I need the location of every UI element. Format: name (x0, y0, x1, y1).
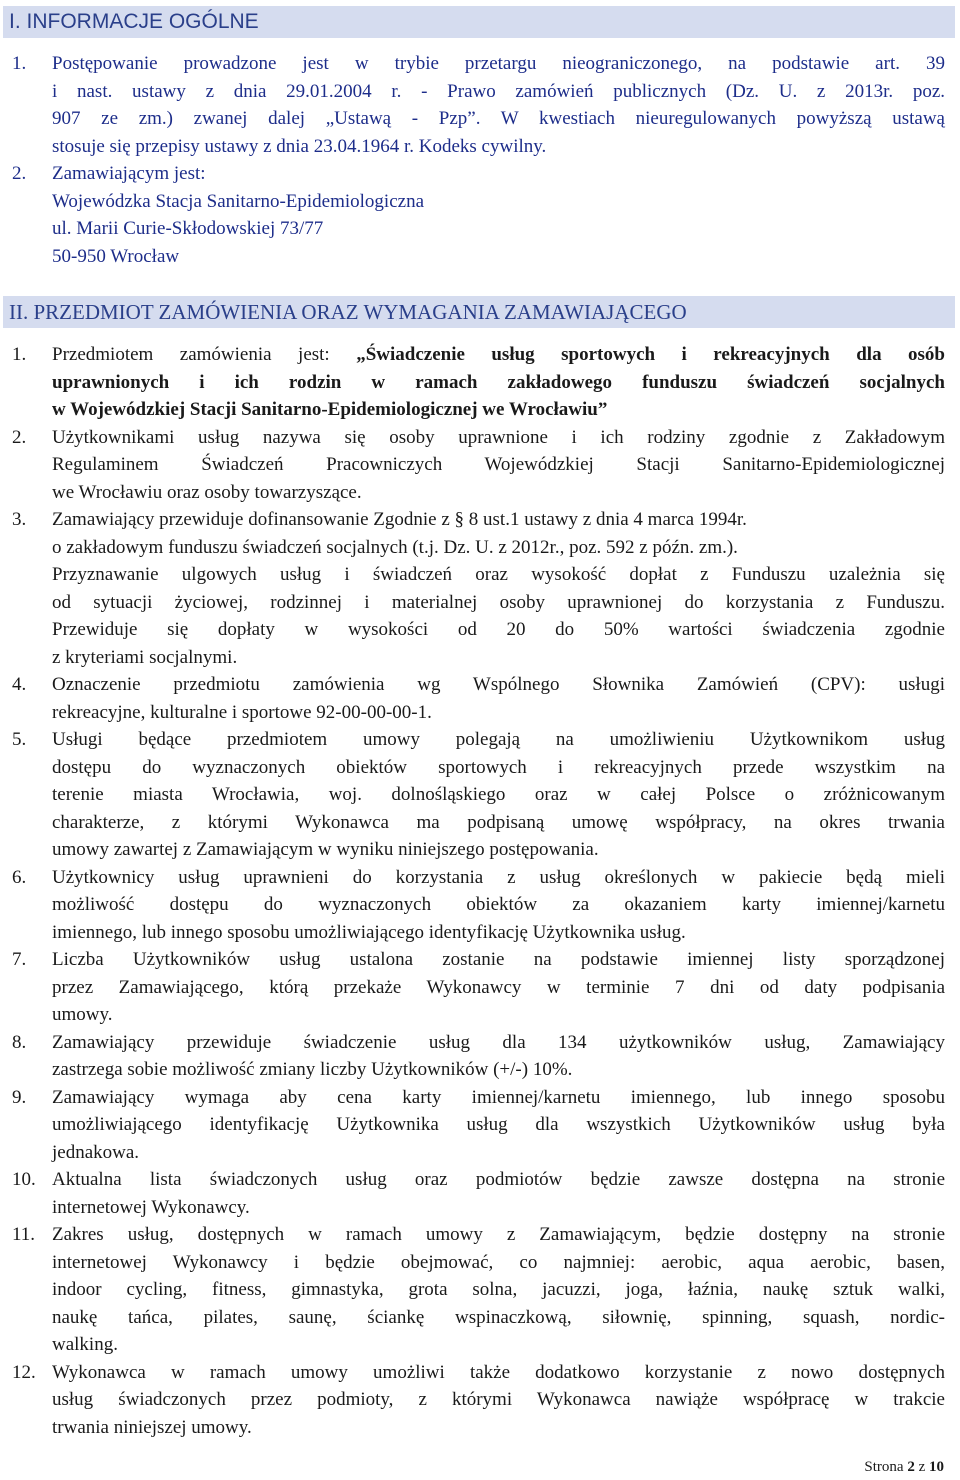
text-line: zastrzega sobie możliwość zmiany liczby Użytkowników (+/-) 10%. (52, 1059, 573, 1080)
footer-total-pages: 10 (929, 1459, 944, 1475)
list-item (12, 1359, 945, 1442)
list-item (12, 160, 945, 270)
text-line: umowy zawartej z Zamawiającym w wyniku niniejszego postępowania. (52, 839, 599, 860)
text-line: Przyznawanie ulgowych usług i świadczeń oraz wysokość dopłat z Funduszu uzależnia się (52, 564, 945, 585)
list-item (12, 1166, 945, 1221)
text-line: Zakres usług, dostępnych w ramach umowy z Zamawiającym, będzie dostępny na stronie (52, 1224, 945, 1245)
text-line: Przewiduje się dopłaty w wysokości od 20 do 50% wartości świadczenia zgodnie (52, 619, 945, 640)
text-line: charakterze, z którymi Wykonawca ma podpisaną umowę współpracy, na okres trwania (52, 811, 945, 833)
item-number: 11. (12, 1224, 36, 1245)
text-line: usług świadczonych przez podmioty, z którymi Wykonawca nawiąże współpracę w trakcie (52, 1389, 945, 1410)
text-line: internetowej Wykonawcy i będzie obejmować, co najmniej: aerobic, aqua aerobic, basen, (52, 1251, 945, 1273)
text-line: Użytkownicy usług uprawnieni do korzystania z usług określonych w pakiecie będą mieli (52, 866, 945, 888)
list-item (12, 1221, 945, 1359)
list-item (12, 671, 945, 726)
order-subject: „Świadczenie usług sportowych i rekreacyjnych dla osób (356, 344, 945, 365)
text-line: możliwość dostępu do wyznaczonych obiektów za okazaniem karty imiennej/karnetu (52, 894, 945, 915)
text-line: Aktualna lista świadczonych usług oraz podmiotów będzie zawsze dostępna na stronie (52, 1169, 945, 1190)
list-item (12, 506, 945, 671)
list-item (12, 50, 945, 160)
text-line: z kryteriami socjalnymi. (52, 646, 238, 668)
text-line: uprawnionych i ich rodzin w ramach zakładowego funduszu świadczeń socjalnych (52, 371, 945, 393)
text-line: Zamawiającym jest: (52, 163, 206, 184)
section-title: II. PRZEDMIOT ZAMÓWIENIA ORAZ WYMAGANIA ZAMAWIAJĄCEGO (9, 300, 687, 324)
text-line: trwania niniejszej umowy. (52, 1416, 252, 1438)
text-line: dostępu do wyznaczonych obiektów sportowych i rekreacyjnych przede wszystkim na (52, 756, 945, 778)
text-line: Regulaminem Świadczeń Pracowniczych Wojewódzkiej Stacji Sanitarno-Epidemiologicznej (52, 454, 945, 475)
text-line: terenie miasta Wrocławia, woj. dolnośląskiego oraz w całej Polsce o zróżnicowanym (52, 784, 945, 805)
section-title: I. INFORMACJE OGÓLNE (9, 10, 259, 33)
text-line: umożliwiającego identyfikację Użytkownika usług dla wszystkich Użytkowników usług była (52, 1114, 945, 1135)
footer-label: Strona (864, 1459, 904, 1475)
item-number: 6. (12, 866, 27, 888)
item-number: 2. (12, 426, 27, 448)
item-number: 8. (12, 1031, 27, 1053)
item-number: 12. (12, 1361, 36, 1383)
section-heading-subject (3, 296, 955, 328)
text-line: we Wrocławiu oraz osoby towarzyszące. (52, 481, 362, 503)
section-heading-general (3, 6, 955, 38)
text-line: Wykonawca w ramach umowy umożliwi także dodatkowo korzystanie z nowo dostępnych (52, 1361, 945, 1383)
list-item (12, 1084, 945, 1167)
text-line: imiennego, lub innego sposobu umożliwiającego identyfikację Użytkownika usług. (52, 921, 686, 943)
item-number: 1. (12, 53, 27, 74)
text-line: Liczba Użytkowników usług ustalona zostanie na podstawie imiennej listy sporządzonej (52, 949, 945, 970)
item-number: 9. (12, 1086, 27, 1108)
text-line: Przedmiotem zamówienia jest: „Świadczenie usług sportowych i rekreacyjnych dla osób (52, 344, 945, 365)
text-line: Zamawiający wymaga aby cena karty imiennej/karnetu imiennego, lub innego sposobu (52, 1086, 945, 1108)
text-line: w Wojewódzkiej Stacji Sanitarno-Epidemiologicznej we Wrocławiu” (52, 399, 608, 420)
item-number: 10. (12, 1169, 36, 1190)
text-line: jednakowa. (52, 1141, 140, 1163)
contracting-authority-city: 50-950 Wrocław (52, 245, 180, 267)
text-line: Zamawiający przewiduje świadczenie usług dla 134 użytkowników usług, Zamawiający (52, 1031, 945, 1053)
text-line: od sytuacji życiowej, rodzinnej i materialnej osoby uprawnionej do korzystania z Funduszu. (52, 591, 945, 613)
list-item (12, 864, 945, 947)
text-line: Postępowanie prowadzone jest w trybie przetargu nieograniczonego, na podstawie art. 39 (52, 53, 945, 74)
text-line: Użytkownikami usług nazywa się osoby uprawnione i ich rodziny zgodnie z Zakładowym (52, 426, 945, 448)
item-number: 1. (12, 344, 27, 365)
section2-body (12, 341, 945, 1441)
item-number: 4. (12, 674, 27, 695)
text-line: rekreacyjne, kulturalne i sportowe 92-00-00-00-1. (52, 701, 432, 723)
text-line: przez Zamawiającego, którą przekaże Wykonawcy w terminie 7 dni od daty podpisania (52, 976, 945, 998)
text-line: stosuje się przepisy ustawy z dnia 23.04.1964 r. Kodeks cywilny. (52, 135, 547, 157)
section1-body (12, 50, 945, 270)
list-item (12, 946, 945, 1029)
text-line: o zakładowym funduszu świadczeń socjalnych (t.j. Dz. U. z 2012r., poz. 592 z późn. zm.). (52, 536, 738, 558)
item-number: 3. (12, 509, 27, 530)
item-number: 7. (12, 949, 27, 970)
text-line: walking. (52, 1334, 118, 1355)
text-line: indoor cycling, fitness, gimnastyka, grota solna, jacuzzi, joga, łaźnia, naukę sztuk walki, (52, 1279, 945, 1300)
text-line: Usługi będące przedmiotem umowy polegają na umożliwieniu Użytkownikom usług (52, 729, 945, 750)
list-item (12, 341, 945, 424)
list-item (12, 1029, 945, 1084)
item-number: 2. (12, 163, 27, 184)
text-line: Zamawiający przewiduje dofinansowanie Zgodnie z § 8 ust.1 ustawy z dnia 4 marca 1994r. (52, 509, 747, 530)
item-number: 5. (12, 729, 27, 750)
footer-separator: z (918, 1459, 926, 1475)
page-footer (864, 1458, 944, 1476)
text-line: 907 ze zm.) zwanej dalej „Ustawą - Pzp”. W kwestiach nieuregulowanych powyższą ustawą (52, 108, 945, 129)
list-item (12, 424, 945, 507)
text-line: internetowej Wykonawcy. (52, 1196, 250, 1218)
text-line: Oznaczenie przedmiotu zamówienia wg Wspólnego Słownika Zamówień (CPV): usługi (52, 674, 945, 695)
text-line: i nast. ustawy z dnia 29.01.2004 r. - Prawo zamówień publicznych (Dz. U. z 2013r. poz. (52, 80, 945, 102)
footer-page-number: 2 (907, 1459, 915, 1475)
text-line: naukę tańca, pilates, saunę, ściankę wspinaczkową, siłownię, spinning, squash, nordic- (52, 1306, 945, 1328)
contracting-authority-street: ul. Marii Curie-Skłodowskiej 73/77 (52, 218, 324, 239)
text-line: umowy. (52, 1004, 113, 1025)
contracting-authority-name: Wojewódzka Stacja Sanitarno-Epidemiologiczna (52, 190, 425, 212)
list-item (12, 726, 945, 864)
